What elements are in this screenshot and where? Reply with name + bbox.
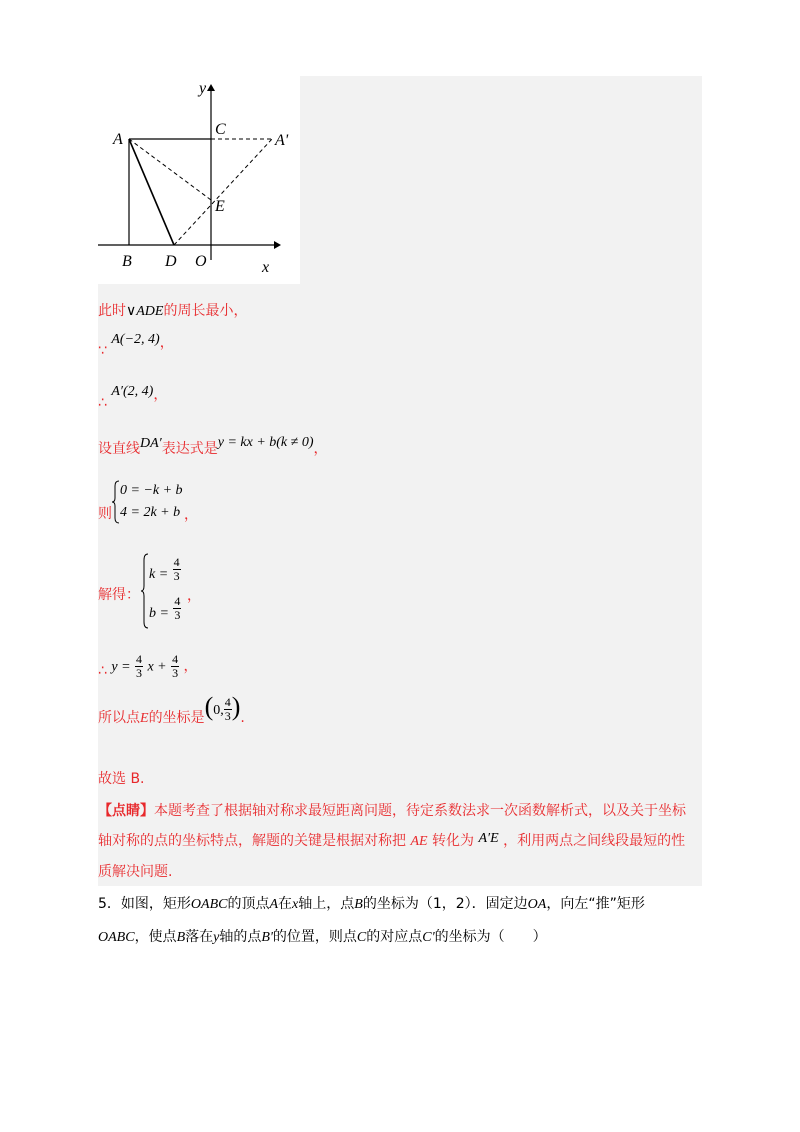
line7-den-2: 3 [172, 666, 179, 680]
line1-prefix: 此时 [98, 303, 126, 319]
q5-oa: OA [527, 897, 547, 912]
question-5-line-1 [98, 888, 702, 921]
segment-DA-prime [174, 139, 272, 245]
q5-text1a: 如图，矩形 [120, 896, 191, 912]
comment-line-3 [98, 857, 702, 887]
line8-middle: 的坐标是 [148, 709, 205, 726]
q5-text1b: 的顶点 [227, 896, 270, 912]
solution-line-7 [98, 653, 198, 687]
q5-a: A [269, 897, 279, 912]
line6-eq1-den: 3 [173, 569, 180, 583]
line7-suffix: ， [183, 658, 198, 675]
comment-text-1: 本题考查了根据轴对称求最短距离问题，待定系数法求一次函数解析式，以及关于坐标 [154, 803, 686, 819]
comment-ae: AE [410, 834, 428, 849]
label-y: y [199, 80, 207, 97]
line1-math: ∨ADE [126, 304, 164, 319]
comment-line-2 [98, 826, 702, 857]
line3-math: A′(2, 4) [111, 384, 154, 399]
label-A: A [113, 131, 123, 148]
line7-num-2: 4 [172, 652, 179, 666]
line6-eq2-lhs: b = [149, 605, 169, 621]
label-E: E [215, 198, 225, 215]
q5-text1f: ，向左“推”矩形 [546, 896, 645, 912]
solution-line-8 [98, 691, 245, 738]
label-O: O [195, 253, 207, 270]
q5-text2d: 的位置，则点 [272, 929, 357, 945]
q5-c: C [356, 930, 367, 945]
line8-coord-x: 0, [213, 702, 224, 718]
solution-line-5-label [98, 505, 112, 523]
q5-number: 5． [98, 896, 121, 912]
line6-eq2-num: 4 [174, 594, 181, 608]
y-axis-arrow [207, 84, 215, 91]
q5-text2e: 的对应点 [366, 929, 423, 945]
q5-text1e: 的坐标为（1，2）．固定边 [362, 896, 528, 912]
label-A-prime: A' [275, 132, 289, 149]
line8-prefix: 所以点 [98, 709, 140, 726]
line6-eq1-fraction [173, 556, 181, 583]
q5-oabc-2: OABC [98, 930, 135, 945]
q5-b: B [354, 897, 363, 912]
label-B: B [122, 253, 132, 270]
q5-text2f: 的坐标为（ ） [434, 929, 547, 945]
q5-oabc-1: OABC [190, 897, 228, 912]
q5-text1d: 轴上，点 [298, 896, 355, 912]
solution-line-2 [98, 332, 174, 359]
solution-line-1 [98, 302, 247, 321]
solution-line-4 [98, 435, 328, 459]
line6-eq2-den: 3 [174, 608, 181, 622]
answer-text: 故选 B. [98, 771, 145, 787]
therefore-symbol: ∴ [98, 395, 107, 411]
comment-a-prime-e: A′E [478, 831, 499, 846]
line6-suffix: ， [187, 588, 201, 604]
q5-y: y [213, 930, 220, 945]
solution-line-6-label [98, 586, 140, 604]
because-symbol: ∵ [98, 343, 107, 359]
line6-eq1-lhs: k = [149, 566, 169, 582]
label-D: D [165, 253, 177, 270]
label-x: x [262, 259, 270, 276]
line6-eq2 [149, 595, 181, 622]
figure-svg [98, 76, 300, 284]
line8-suffix: . [240, 709, 245, 726]
close-paren-icon: ) [231, 691, 241, 721]
line5-suffix: ， [184, 507, 198, 523]
q5-text2a: ，使点 [134, 929, 177, 945]
line5-prefix: 则 [98, 506, 112, 522]
question-5-line-2 [98, 921, 702, 954]
line4-suffix: ， [313, 441, 328, 457]
q5-x: x [292, 897, 299, 912]
geometry-figure [98, 76, 300, 284]
solution-line-6-system [141, 553, 201, 629]
solution-line-3 [98, 384, 168, 411]
line6-eq2-fraction [173, 595, 181, 622]
answer-line [98, 764, 702, 794]
question-5 [98, 888, 702, 954]
q5-text2b: 落在 [185, 929, 214, 945]
line2-suffix: ， [159, 335, 174, 351]
line2-math: A(−2, 4) [111, 332, 160, 347]
comment-line-1 [98, 796, 702, 826]
line7-lhs: y = [111, 659, 131, 675]
q5-c-prime: C' [422, 930, 435, 945]
line7-num-1: 4 [136, 652, 142, 666]
line4-math-2: y = kx + b(k ≠ 0) [217, 435, 314, 450]
line5-eq2: 4 = 2k + b [120, 505, 181, 520]
q5-text1c: 在 [278, 896, 293, 912]
comment-text-2c: ，利用两点之间线段最短的性 [503, 833, 686, 849]
segment-AD [129, 139, 174, 245]
comment-paragraph [98, 796, 702, 887]
left-brace-icon [112, 480, 120, 524]
line8-point: E [140, 710, 149, 726]
comment-text-2a: 轴对称的点的坐标特点，解题的关键是根据对称把 [98, 833, 406, 849]
line1-suffix: 的周长最小， [163, 303, 248, 319]
left-brace-icon [141, 553, 149, 629]
x-axis-arrow [274, 241, 281, 249]
line8-fraction [224, 696, 232, 723]
line8-num: 4 [224, 695, 231, 709]
comment-text-3: 质解决问题. [98, 864, 173, 880]
line8-den: 3 [224, 709, 231, 723]
comment-text-2b: 转化为 [432, 833, 475, 849]
q5-b-2: B [176, 930, 186, 945]
line7-den-1: 3 [136, 666, 142, 680]
line6-eq1-num: 4 [173, 555, 180, 569]
line4-prefix: 设直线 [98, 441, 140, 457]
line7-mid: x + [147, 659, 167, 675]
line3-suffix: ， [153, 387, 168, 403]
therefore-symbol-2: ∴ [98, 662, 107, 679]
line7-fraction-1 [135, 653, 143, 680]
label-C: C [215, 121, 226, 138]
line6-prefix: 解得： [98, 587, 140, 603]
q5-b-prime: B' [261, 930, 273, 945]
open-paren-icon: ( [204, 691, 214, 721]
line4-middle: 表达式是 [161, 441, 218, 457]
comment-tag: 【点睛】 [98, 803, 154, 819]
line7-fraction-2 [171, 653, 179, 680]
q5-text2c: 轴的点 [219, 929, 262, 945]
line4-math-1: DA′ [140, 436, 162, 451]
line5-eq1: 0 = −k + b [120, 483, 183, 498]
line6-eq1 [149, 556, 181, 583]
